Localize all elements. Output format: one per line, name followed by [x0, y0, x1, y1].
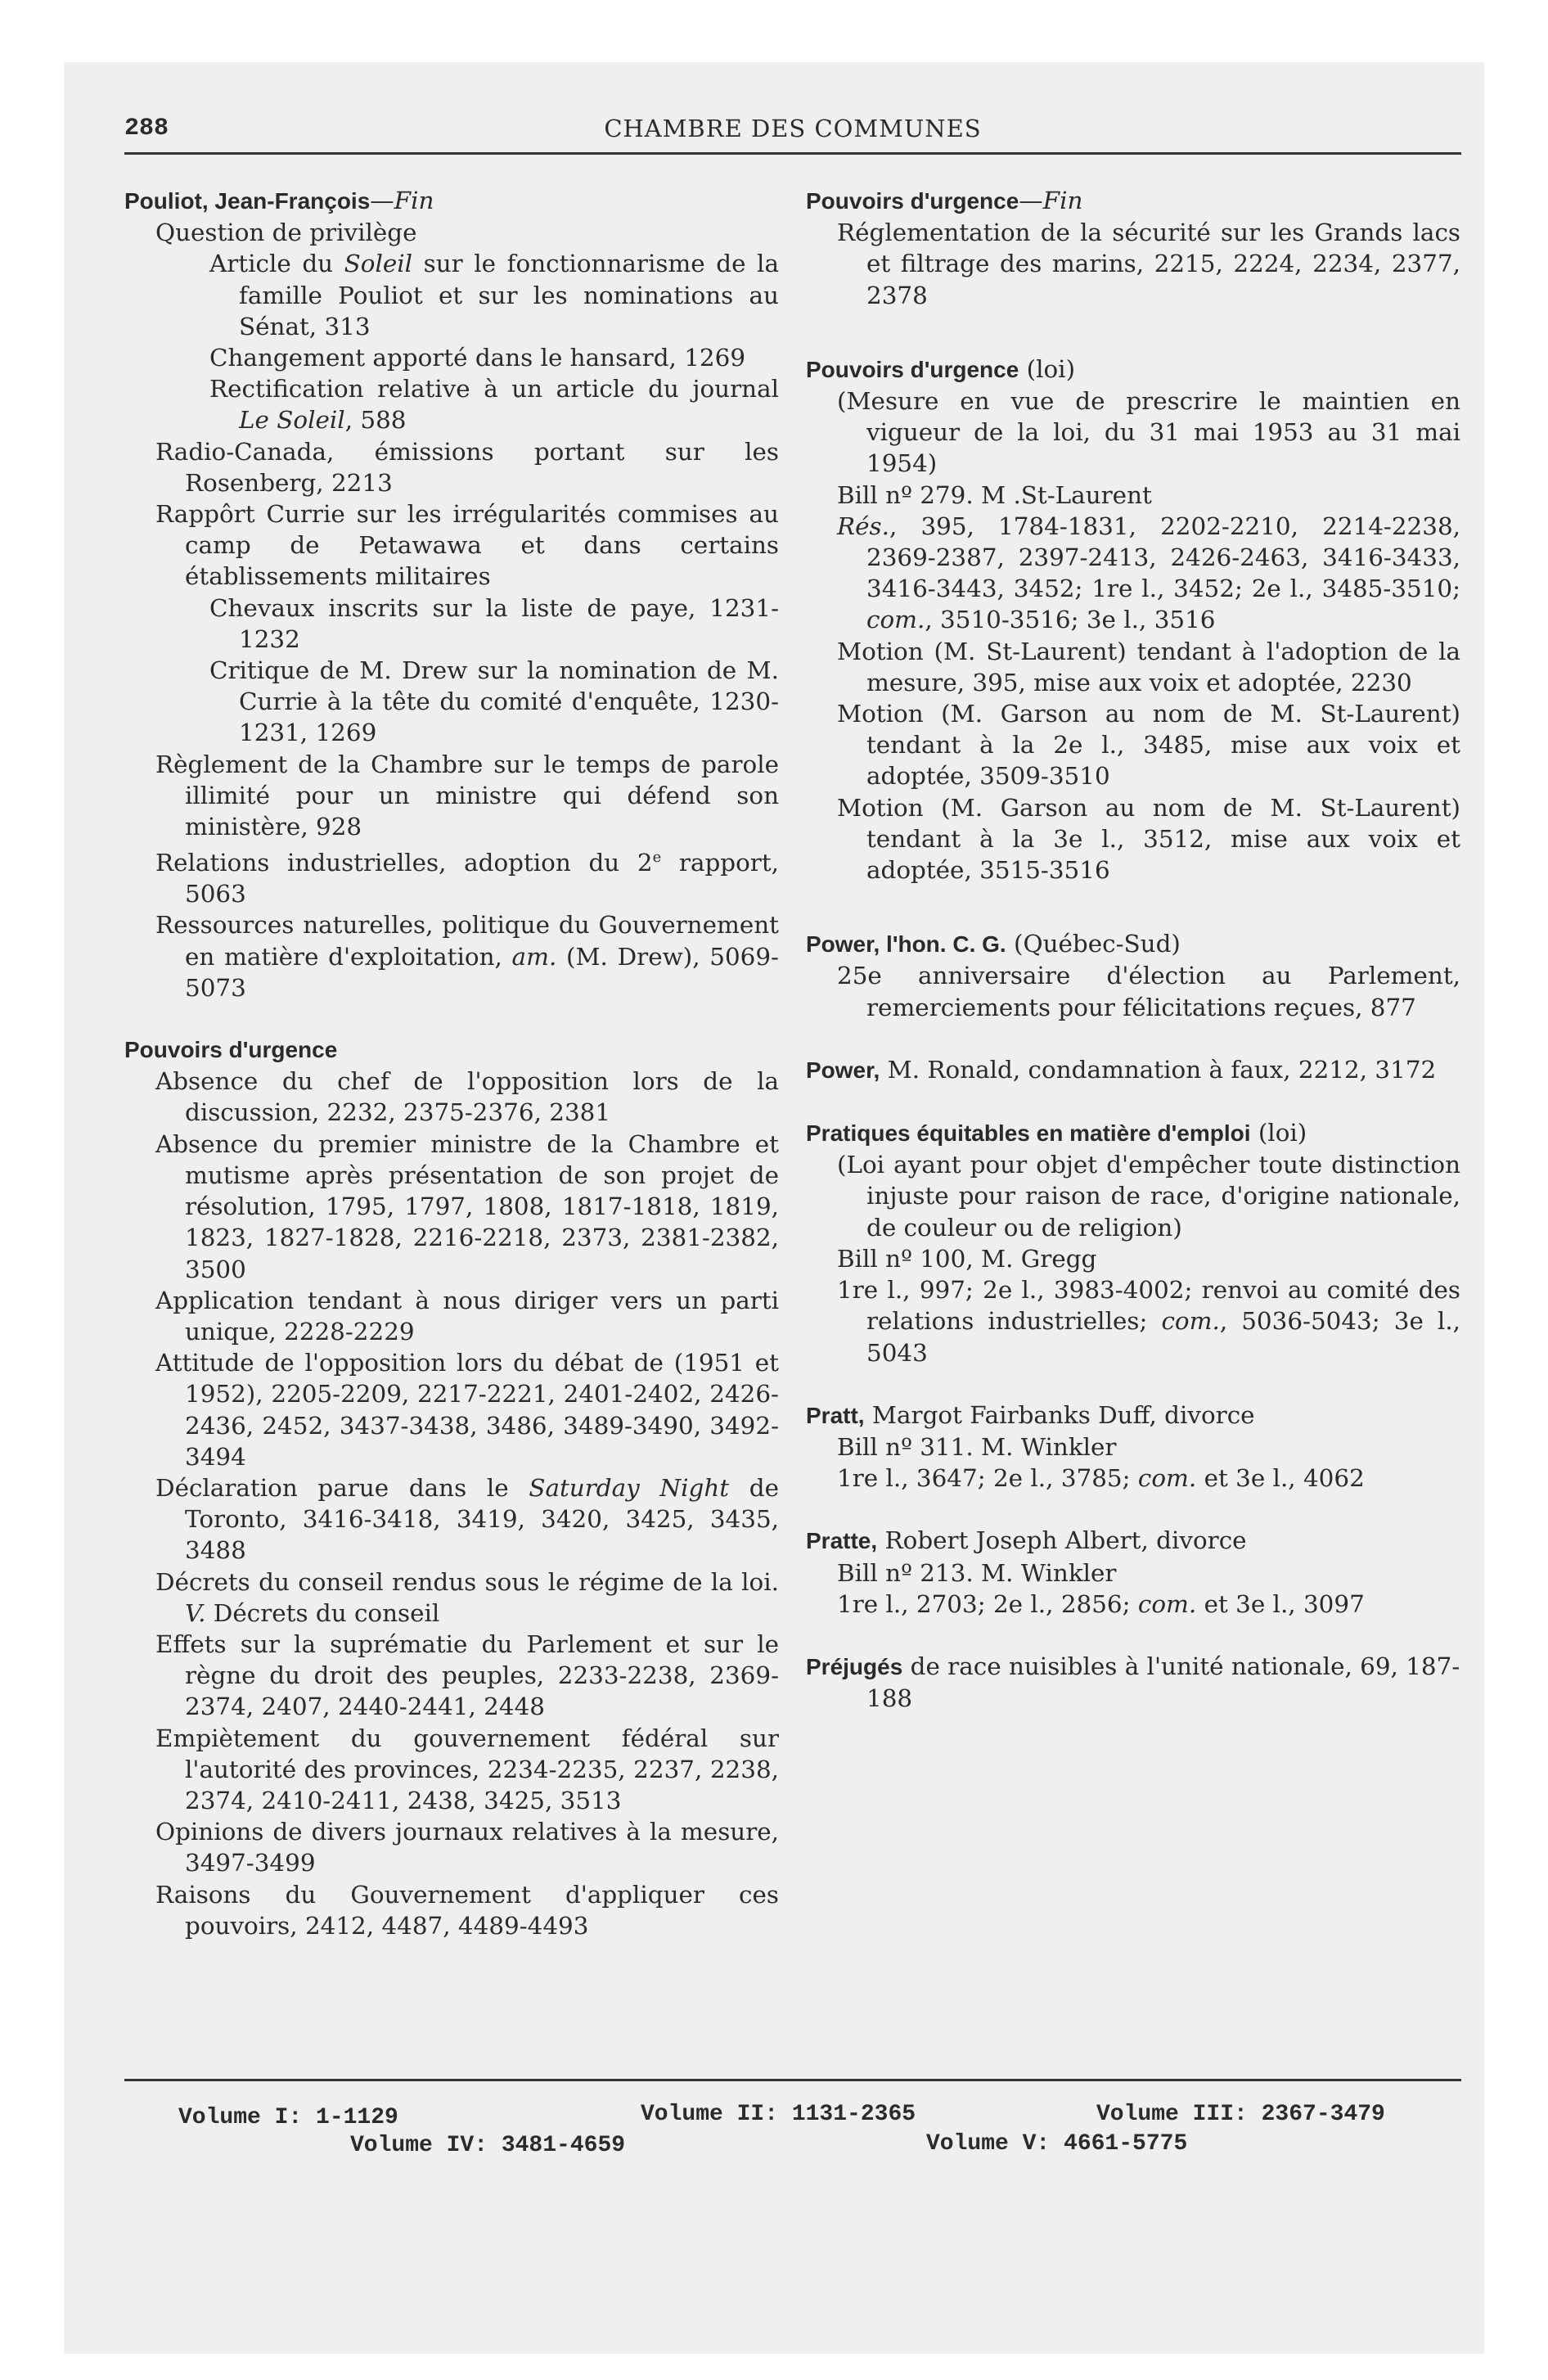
- subentry: Relations industrielles, adoption du 2e rapport, 5063: [155, 849, 779, 908]
- running-head: CHAMBRE DES COMMUNES: [604, 115, 982, 142]
- entry-heading-prejuges: Préjugés de race nuisibles à l'unité nationale, 69, 187-188: [806, 1652, 1460, 1713]
- subentry: Absence du premier ministre de la Chambre et mutisme après présentation de son projet de résolution, 1795, 1797, 1808, 1817-1818, 1819, 1823, 1827-1828, 2216-2218, 2373, 2381-2382, 3500: [155, 1129, 779, 1283]
- entry-heading-pratiques: Pratiques équitables en matière d'emploi (loi): [806, 1119, 1307, 1147]
- subentry: Réglementation de la sécurité sur les Grands lacs et filtrage des marins, 2215, 2224, 2234, 2377, 2378: [837, 219, 1460, 309]
- subentry: Chevaux inscrits sur la liste de paye, 1231-1232: [209, 593, 779, 653]
- subentry: Motion (M. St-Laurent) tendant à l'adoption de la mesure, 395, mise aux voix et adoptée, 2230: [837, 637, 1460, 696]
- left-column: [124, 185, 779, 1941]
- subentry: Radio-Canada, émissions portant sur les Rosenberg, 2213: [155, 437, 779, 497]
- subentry: Bill nº 311. M. Winkler: [837, 1432, 1117, 1461]
- subentry: Rappôrt Currie sur les irrégularités commises au camp de Petawawa et dans certains établissements militaires: [155, 500, 779, 591]
- subentry: (Mesure en vue de prescrire le maintien en vigueur de la loi, du 31 mai 1953 au 31 mai 1954): [837, 387, 1460, 478]
- subentry: Changement apporté dans le hansard, 1269: [209, 344, 746, 372]
- subentry: Décrets du conseil rendus sous le régime de la loi. V. Décrets du conseil: [155, 1567, 779, 1627]
- subentry: Article du Soleil sur le fonctionnarisme de la famille Pouliot et sur les nominations au Sénat, 313: [209, 250, 779, 340]
- entry-heading-power-ronald: Power, M. Ronald, condamnation à faux, 2212, 3172: [806, 1055, 1437, 1084]
- volume-5: Volume V: 4661-5775: [926, 2131, 1188, 2157]
- subentry: 25e anniversaire d'élection au Parlement, remerсiements pour félicitations reçues, 877: [837, 962, 1460, 1021]
- subentry: Bill nº 279. M .St-Laurent: [837, 480, 1152, 509]
- volume-2: Volume II: 1131-2365: [641, 2102, 916, 2127]
- heading-name: Pouliot, Jean-François: [124, 188, 371, 214]
- volume-1: Volume I: 1-1129: [178, 2105, 398, 2130]
- subentry: 1re l., 3647; 2e l., 3785; com. et 3e l., 4062: [837, 1464, 1365, 1493]
- subentry: Attitude de l'opposition lors du débat de (1951 et 1952), 2205-2209, 2217-2221, 2401-2402, 2426-2436, 2452, 3437-3438, 3486, 3489-3490, 3492-3494: [155, 1349, 779, 1471]
- subentry: Question de privilège: [155, 219, 417, 247]
- subentry: 1re l., 997; 2e l., 3983-4002; renvoi au comité des relations industrielles; com., 5036-5043; 3e l., 5043: [837, 1276, 1460, 1367]
- entry-heading-pouvoirs-fin: Pouvoirs d'urgence—Fin: [806, 187, 1083, 214]
- subentry: Motion (M. Garson au nom de M. St-Laurent) tendant à la 2e l., 3485, mise aux voix et adoptée, 3509-3510: [837, 700, 1460, 791]
- entry-heading-pouvoirs: Pouvoirs d'urgence: [124, 1037, 338, 1063]
- subentry: Effets sur la suprématie du Parlement et sur le règne du droit des peuples, 2233-2238, 2369-2374, 2407, 2440-2441, 2448: [155, 1629, 779, 1721]
- subentry: Règlement de la Chambre sur le temps de parole illimité pour un ministre qui défend son ministère, 928: [155, 750, 779, 841]
- subentry: Critique de M. Drew sur la nomination de M. Currie à la tête du comité d'enquête, 1230-1231, 1269: [209, 656, 779, 747]
- subentry: Opinions de divers journaux relatives à la mesure, 3497-3499: [155, 1818, 779, 1877]
- subentry: Déclaration parue dans le Saturday Night de Toronto, 3416-3418, 3419, 3420, 3425, 3435, 3488: [155, 1473, 779, 1565]
- header-rule: [124, 152, 1461, 155]
- page-header: [124, 115, 1461, 151]
- subentry: Absence du chef de l'opposition lors de la discussion, 2232, 2375-2376, 2381: [155, 1067, 779, 1127]
- entry-heading-pouliot: Pouliot, Jean-François—Fin: [124, 187, 434, 214]
- volume-4: Volume IV: 3481-4659: [350, 2133, 626, 2158]
- page-number: 288: [124, 115, 169, 142]
- subentry: Bill nº 213. M. Winkler: [837, 1558, 1117, 1587]
- entry-heading-pratt: Pratt, Margot Fairbanks Duff, divorce: [806, 1400, 1255, 1429]
- volume-3: Volume III: 2367-3479: [1096, 2102, 1385, 2127]
- footer-rule: [124, 2079, 1461, 2081]
- entry-heading-power: Power, l'hon. C. G. (Québec-Sud): [806, 930, 1181, 958]
- subentry: (Loi ayant pour objet d'empêcher toute distinction injuste pour raison de race, d'origine nationale, de couleur ou de religion): [837, 1151, 1460, 1242]
- subentry: Motion (M. Garson au nom de M. St-Laurent) tendant à la 3e l., 3512, mise aux voix et adoptée, 3515-3516: [837, 793, 1460, 885]
- entry-heading-pratte: Pratte, Robert Joseph Albert, divorce: [806, 1526, 1247, 1555]
- subentry: Rés., 395, 1784-1831, 2202-2210, 2214-2238, 2369-2387, 2397-2413, 2426-2463, 3416-3433, 3416-3443, 3452; 1re l., 3452; 2e l., 3485-3510; com., 3510-3516; 3e l., 3516: [837, 512, 1460, 634]
- subentry: Application tendant à nous diriger vers un parti unique, 2228-2229: [155, 1286, 779, 1346]
- right-column: [806, 185, 1460, 1714]
- entry-heading-pouvoirs-loi: Pouvoirs d'urgence (loi): [806, 354, 1076, 383]
- subentry: Empiètement du gouvernement fédéral sur l'autorité des provinces, 2234-2235, 2237, 2238, 2374, 2410-2411, 2438, 3425, 3513: [155, 1724, 779, 1814]
- subentry: Raisons du Gouvernement d'appliquer ces pouvoirs, 2412, 4487, 4489-4493: [155, 1880, 779, 1940]
- subentry: Bill nº 100, M. Gregg: [837, 1244, 1097, 1273]
- subentry: Rectification relative à un article du journal Le Soleil, 588: [209, 375, 779, 435]
- heading-fin: Fin: [394, 187, 434, 214]
- subentry: 1re l., 2703; 2e l., 2856; com. et 3e l., 3097: [837, 1589, 1365, 1618]
- subentry: Ressources naturelles, politique du Gouvernement en matière d'exploitation, am. (M. Drew), 5069-5073: [155, 911, 779, 1002]
